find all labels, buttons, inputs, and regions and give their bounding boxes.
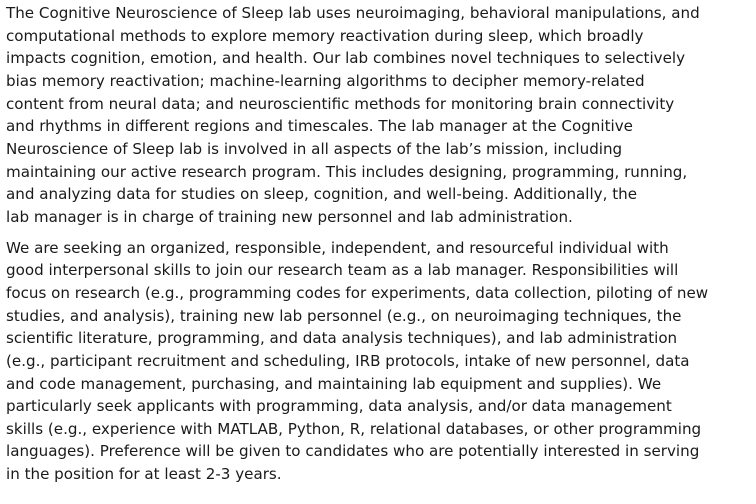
paragraph-line: and rhythms in different regions and timescales. The lab manager at the Cognitive <box>6 117 633 136</box>
paragraph-line: studies, and analysis), training new lab personnel (e.g., on neuroimaging techniques, the <box>6 306 682 325</box>
paragraph-line: content from neural data; and neuroscientific methods for monitoring brain connectivity <box>6 94 675 113</box>
paragraph-line: impacts cognition, emotion, and health. Our lab combines novel techniques to selectively <box>6 49 686 68</box>
paragraph-line: The Cognitive Neuroscience of Sleep lab uses neuroimaging, behavioral manipulations, and <box>6 4 700 22</box>
paragraph-line: We are seeking an organized, responsible, independent, and resourceful individual with <box>6 238 669 257</box>
paragraph-line: computational methods to explore memory reactivation during sleep, which broadly <box>6 26 644 45</box>
paragraph-line: (e.g., participant recruitment and scheduling, IRB protocols, intake of new personnel, data <box>6 351 690 370</box>
paragraph-line: focus on research (e.g., programming codes for experiments, data collection, piloting of new <box>6 283 709 302</box>
lab-overview-paragraph <box>6 2 756 229</box>
paragraph-line: lab manager is in charge of training new personnel and lab administration. <box>6 207 573 226</box>
paragraph-line: skills (e.g., experience with MATLAB, Python, R, relational databases, or other programming <box>6 419 702 438</box>
position-requirements-paragraph <box>6 237 756 486</box>
paragraph-line: maintaining our active research program. This includes designing, programming, running, <box>6 162 688 181</box>
paragraph-line: Neuroscience of Sleep lab is involved in all aspects of the lab’s mission, including <box>6 139 623 158</box>
paragraph-line: scientific literature, programming, and data analysis techniques), and lab administration <box>6 329 678 348</box>
paragraph-line: languages). Preference will be given to candidates who are potentially interested in serving <box>6 442 700 461</box>
paragraph-line: bias memory reactivation; machine-learning algorithms to decipher memory-related <box>6 71 645 90</box>
paragraph-line: particularly seek applicants with programming, data analysis, and/or data management <box>6 397 672 416</box>
paragraph-line: in the position for at least 2-3 years. <box>6 465 282 484</box>
paragraph-line: and code management, purchasing, and maintaining lab equipment and supplies). We <box>6 374 662 393</box>
paragraph-line: and analyzing data for studies on sleep, cognition, and well-being. Additionally, the <box>6 185 638 204</box>
paragraph-line: good interpersonal skills to join our research team as a lab manager. Responsibilities will <box>6 261 679 280</box>
